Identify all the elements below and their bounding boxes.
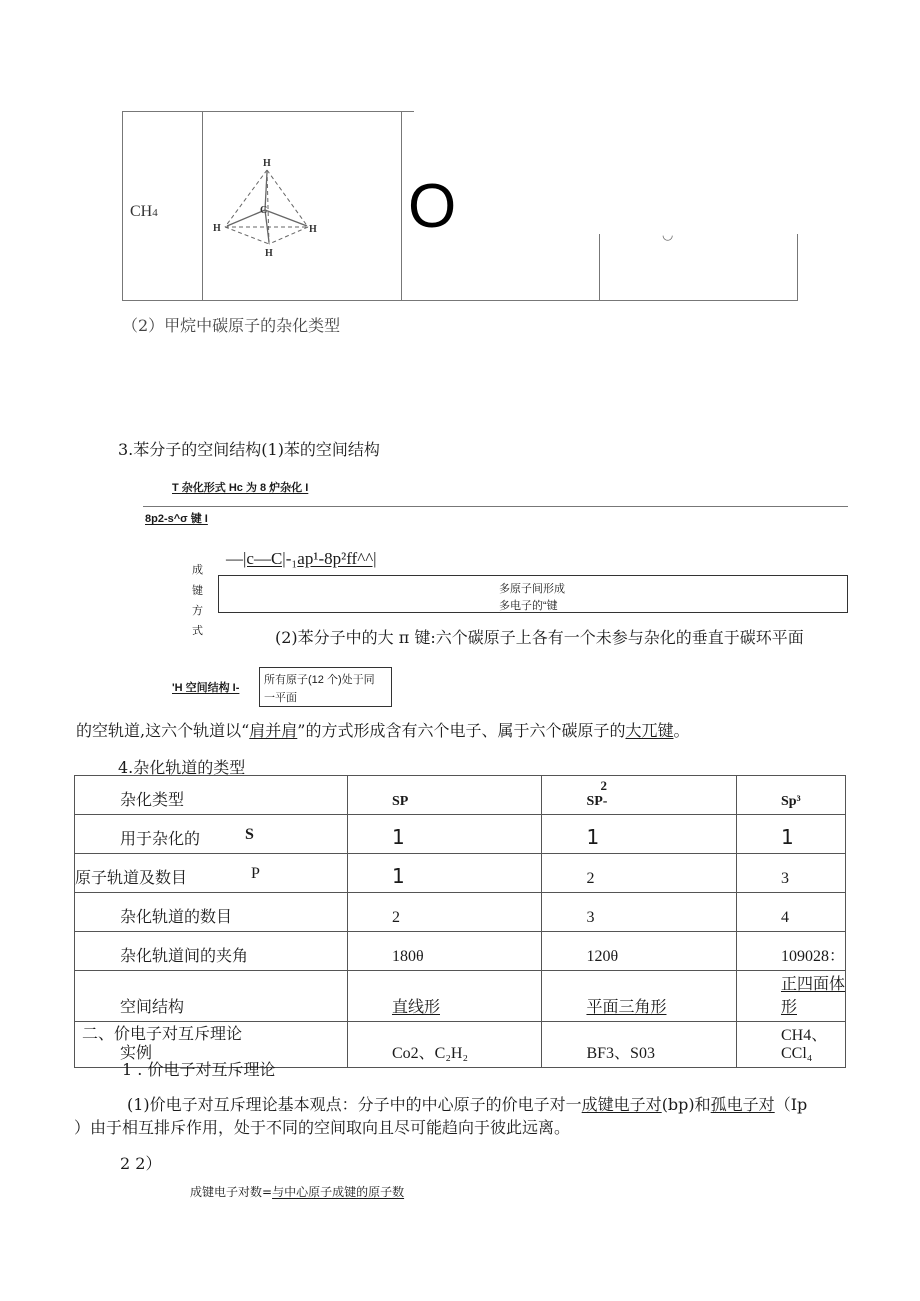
table-divider	[599, 234, 600, 300]
vsepr-heading: 二、价电子对互斥理论	[82, 1024, 243, 1043]
vsepr-item2: 2 2）	[120, 1154, 162, 1173]
row-label: 杂化轨道的数目	[75, 893, 348, 932]
cell: CH4、CCl₄	[736, 1022, 845, 1068]
space-structure-label: 'H 空间结构 I-	[172, 682, 240, 694]
vsepr-para1-line2: ）由于相互排斥作用，处于不同的空间取向且尽可能趋向于彼此远离。	[74, 1118, 571, 1137]
cell: 2	[542, 854, 737, 893]
table-divider	[401, 111, 402, 300]
table-bottom-border	[122, 300, 798, 301]
cell-sp: SP	[347, 776, 541, 815]
row-label: 实例	[75, 1022, 348, 1068]
methane-question: （2）甲烷中碳原子的杂化类型	[122, 316, 341, 335]
table-row	[75, 893, 846, 932]
cell: 3	[542, 893, 737, 932]
small-arc-glyph: ◡	[662, 227, 674, 242]
benzene-continuation: 的空轨道,这六个轨道以“肩并肩”的方式形成含有六个电子、属于六个碳原子的大兀键。	[76, 721, 690, 740]
cell: 1	[347, 815, 541, 854]
table-row	[75, 776, 846, 815]
cell: 120θ	[542, 932, 737, 971]
bond-pair-formula: 成键电子对数=与中心原子成键的原子数	[190, 1185, 405, 1199]
table-row	[75, 971, 846, 1022]
vsepr-para1-line1: (1)价电子对互斥理论基本观点：分子中的中心原子的价电子对一成键电子对(bp)和孤电子对（Ip	[127, 1095, 808, 1114]
table-top-border	[122, 111, 414, 112]
svg-text:H: H	[213, 223, 221, 234]
cell: 正四面体形	[736, 971, 845, 1022]
row-label: 杂化轨道间的夹角	[75, 932, 348, 971]
cell: 2	[347, 893, 541, 932]
vsepr-subheading: 1 . 价电子对互斥理论	[122, 1060, 276, 1079]
table-row	[75, 854, 846, 893]
cell: 1	[736, 815, 845, 854]
row-label: 用于杂化的 S	[75, 815, 348, 854]
cell: 3	[736, 854, 845, 893]
row-label: 原子轨道及数目 P	[75, 854, 348, 893]
formula-main: CH	[130, 203, 153, 220]
hybrid-form-label: T 杂化形式 Hc 为 8 炉杂化 I	[172, 482, 309, 494]
table-left-border	[122, 111, 123, 300]
table-row	[75, 932, 846, 971]
formula-ch4	[130, 203, 158, 221]
benzene-heading: 3.苯分子的空间结构(1)苯的空间结构	[118, 440, 380, 459]
table-row	[75, 815, 846, 854]
large-o-glyph: O	[408, 172, 457, 241]
cell: 4	[736, 893, 845, 932]
cell: 1	[542, 815, 737, 854]
table-divider	[202, 111, 203, 300]
row-label: 杂化类型	[75, 776, 348, 815]
row-label: 空间结构	[75, 971, 348, 1022]
cell: 平面三角形	[542, 971, 737, 1022]
cell: 109028：	[736, 932, 845, 971]
svg-text:H: H	[263, 158, 271, 169]
tetrahedron-diagram-icon	[205, 150, 330, 260]
cell-sp3: Sp³	[736, 776, 845, 815]
cell-sp2: 2 SP-	[542, 776, 737, 815]
pi-bond-text: (2)苯分子中的大 π 键:六个碳原子上各有一个未参与杂化的垂直于碳环平面	[275, 628, 804, 647]
formula-subscript: 4	[152, 207, 158, 219]
horizontal-rule	[143, 506, 848, 507]
svg-text:H: H	[265, 248, 273, 259]
hybrid-heading: 4.杂化轨道的类型	[118, 758, 246, 777]
cc-bond-formula: —|c—C|-₁ap¹-8p²ff^^|	[226, 549, 377, 568]
bond-description-box: 多原子间形成 多电子的“键	[218, 575, 848, 613]
cell: 直线形	[347, 971, 541, 1022]
cell: BF3、S03	[542, 1022, 737, 1068]
cell: 1	[347, 854, 541, 893]
space-structure-box: 所有原子(12 个)处于同 一平面	[259, 667, 392, 707]
cell: Co2、C₂H₂	[347, 1022, 541, 1068]
table-right-border	[797, 234, 798, 300]
svg-text:H: H	[309, 224, 317, 235]
sigma-bond-label: 8p2-s^σ 键 I	[145, 513, 208, 525]
cell: 180θ	[347, 932, 541, 971]
svg-text:C: C	[260, 205, 268, 216]
